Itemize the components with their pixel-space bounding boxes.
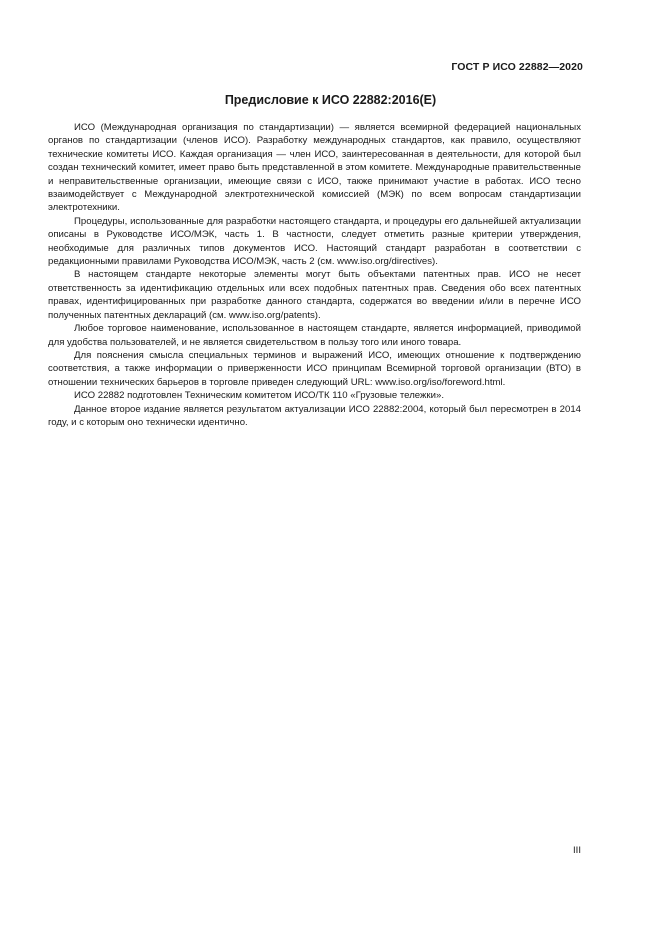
standard-header: ГОСТ Р ИСО 22882—2020 — [451, 61, 583, 73]
paragraph-procedures: Процедуры, использованные для разработки настоящего стандарта, и процедуры его дальнейшей актуализации описаны в Руководстве ИСО/МЭК, часть 1. В частности, следует отметить разные критерии утверждения, необходимые для различных типов документов ИСО. Настоящий стандарт разработан в соответствии с редакционными правилами Руководства ИСО/МЭК, часть 2 (см. www.iso.org/directives). — [48, 215, 581, 268]
preface-title: Предисловие к ИСО 22882:2016(E) — [224, 93, 437, 107]
paragraph-trade-names: Любое торговое наименование, использованное в настоящем стандарте, является информацией, приводимой для удобства пользователей, и не является свидетельством в пользу того или иного товара. — [48, 323, 581, 348]
paragraph-edition: Данное второе издание является результатом актуализации ИСО 22882:2004, который был пересмотрен в 2014 году, и с которым оно технически идентично. — [48, 403, 581, 428]
preface-body — [48, 121, 581, 429]
page-number: III — [573, 845, 581, 856]
paragraph-terms: Для пояснения смысла специальных терминов и выражений ИСО, имеющих отношение к подтверждению соответствия, а также информации о приверженности ИСО принципам Всемирной торговой организации (ВТО) в отношении технических барьеров в торговле приведен следующий URL: www.iso.org/iso/foreword.html. — [48, 349, 581, 388]
paragraph-iso-intro: ИСО (Международная организация по стандартизации) — является всемирной федерацией национальных органов по стандартизации (членов ИСО). Разработку международных стандартов, как правило, осуществляют технические комитеты ИСО. Каждая организация — член ИСО, заинтересованная в деятельности, для которой был создан технический комитет, имеет право быть представленной в этом комитете. Международные правительственные и неправительственные организации, имеющие связи с ИСО, также принимают участие в работах. ИСО тесно взаимодействует с Международной электротехнической комиссией (МЭК) по всем вопросам стандартизации электротехники. — [48, 122, 581, 214]
paragraph-committee: ИСО 22882 подготовлен Техническим комитетом ИСО/ТК 110 «Грузовые тележки». — [74, 390, 444, 402]
paragraph-patents: В настоящем стандарте некоторые элементы могут быть объектами патентных прав. ИСО не несет ответственность за идентификацию отдельных или всех подобных патентных прав. Сведения обо всех патентных правах, идентифицированных при разработке данного стандарта, содержатся во введении и/или в перечне ИСО полученных патентных деклараций (см. www.iso.org/patents). — [48, 269, 581, 321]
